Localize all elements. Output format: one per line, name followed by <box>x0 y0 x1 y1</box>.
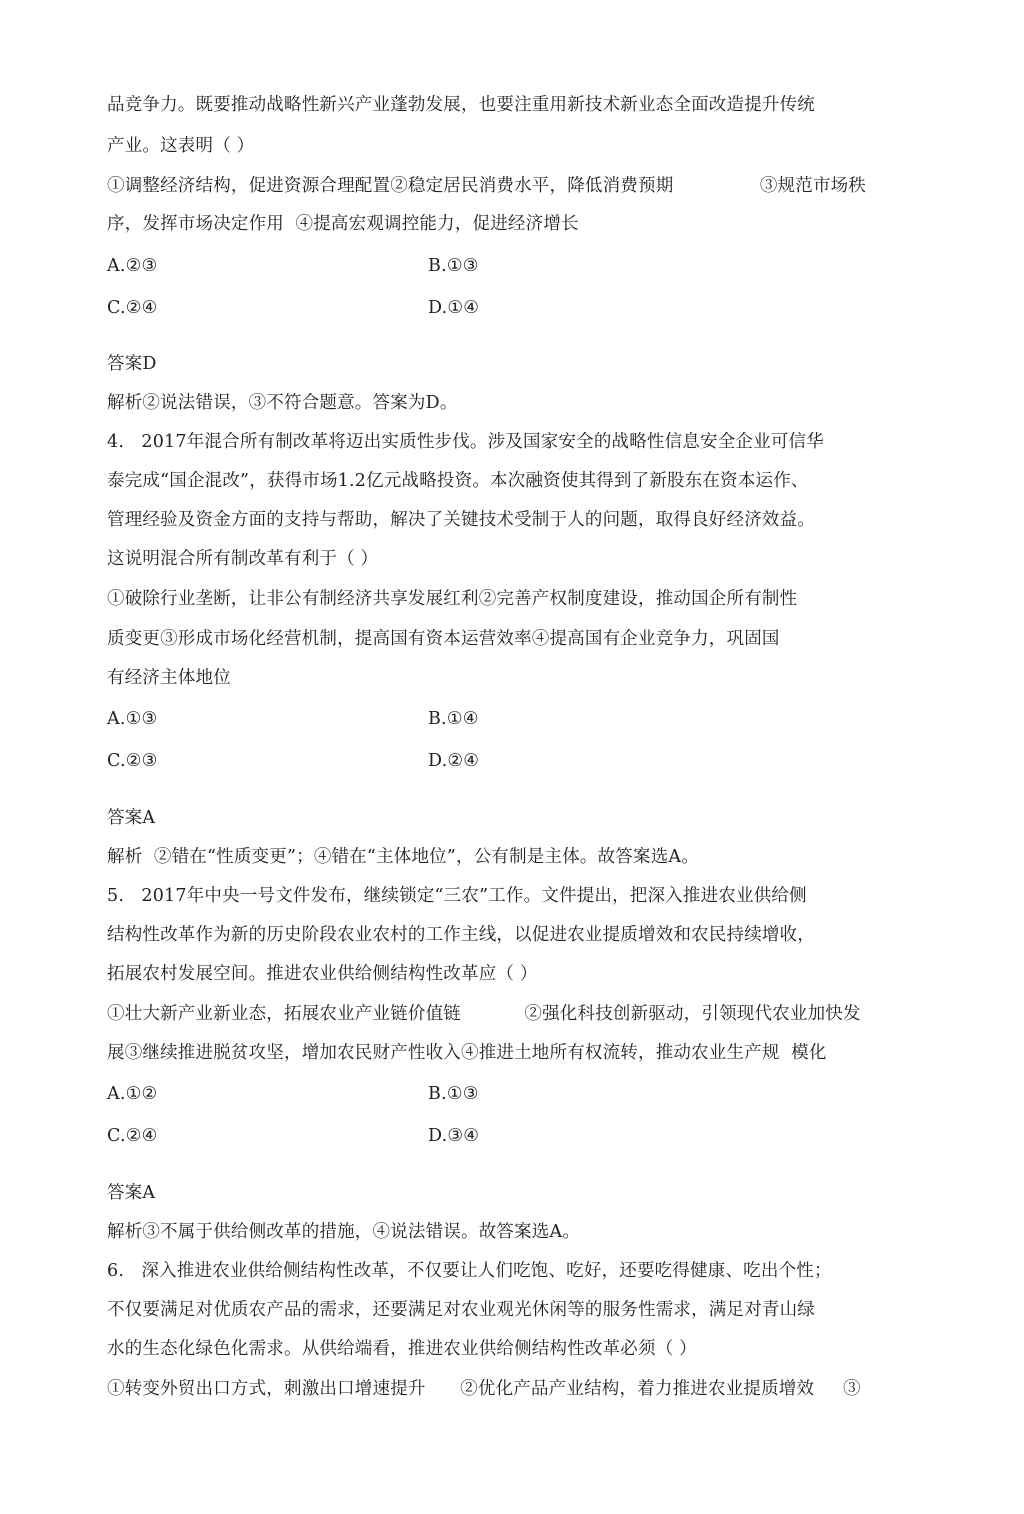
q6-stem-line-1: 6. 深入推进农业供给侧结构性改革，不仅要让人们吃饱、吃好，还要吃得健康、吃出个性； <box>107 1261 832 1281</box>
q4-statements-line-2: 质变更③形成市场化经营机制，提高国有资本运营效率④提高国有企业竞争力，巩固国 <box>107 629 780 649</box>
q4-stem-line-2: 泰完成“国企混改”，获得市场1.2亿元战略投资。本次融资使其得到了新股东在资本运作、 <box>107 471 809 491</box>
q3-option-b: B.①③ <box>428 256 479 276</box>
q5-stem-line-1: 5. 2017年中央一号文件发布，继续锁定“三农”工作。文件提出，把深入推进农业供给侧 <box>107 886 807 906</box>
q4-stem-line-1: 4. 2017年混合所有制改革将迈出实质性步伐。涉及国家安全的战略性信息安全企业可信华 <box>107 432 824 452</box>
q6-stem-line-3: 水的生态化绿色化需求。从供给端看，推进农业供给侧结构性改革必须（ ） <box>107 1339 697 1359</box>
q6-stem-line-2: 不仅要满足对优质农产品的需求，还要满足对农业观光休闲等的服务性需求，满足对青山绿 <box>107 1300 815 1320</box>
q3-option-c: C.②④ <box>107 298 158 318</box>
q5-statements-line-1: ①壮大新产业新业态，拓展农业产业链价值链 ②强化科技创新驱动，引领现代农业加快发 <box>107 1004 861 1024</box>
q3-stem-line-1: 品竞争力。既要推动战略性新兴产业蓬勃发展，也要注重用新技术新业态全面改造提升传统 <box>107 95 815 115</box>
q4-statements-line-3: 有经济主体地位 <box>107 668 231 688</box>
q4-option-b: B.①④ <box>428 709 479 729</box>
q4-option-a: A.①③ <box>107 709 158 729</box>
q4-option-d: D.②④ <box>428 751 480 771</box>
q4-stem-line-3: 管理经验及资金方面的支持与帮助，解决了关键技术受制于人的问题，取得良好经济效益。 <box>107 510 815 530</box>
q3-analysis: 解析②说法错误，③不符合题意。答案为D。 <box>107 393 458 413</box>
q3-option-a: A.②③ <box>107 256 158 276</box>
q5-stem-line-3: 拓展农村发展空间。推进农业供给侧结构性改革应（ ） <box>107 964 538 984</box>
q4-analysis: 解析 ②错在“性质变更”；④错在“主体地位”，公有制是主体。故答案选A。 <box>107 847 699 867</box>
q4-option-c: C.②③ <box>107 751 158 771</box>
q5-option-c: C.②④ <box>107 1126 158 1146</box>
q4-statements-line-1: ①破除行业垄断，让非公有制经济共享发展红利②完善产权制度建设，推动国企所有制性 <box>107 589 798 609</box>
q3-answer: 答案D <box>107 354 157 374</box>
q4-stem-line-4: 这说明混合所有制改革有利于（ ） <box>107 549 379 569</box>
q3-option-d: D.①④ <box>428 298 480 318</box>
q3-statements-line-2: 序，发挥市场决定作用 ④提高宏观调控能力，促进经济增长 <box>107 214 579 234</box>
q5-option-a: A.①② <box>107 1084 158 1104</box>
q5-option-d: D.③④ <box>428 1126 480 1146</box>
q5-statements-line-2: 展③继续推进脱贫攻坚，增加农民财产性收入④推进土地所有权流转，推动农业生产规 模化 <box>107 1043 827 1063</box>
q4-answer: 答案A <box>107 808 156 828</box>
q5-option-b: B.①③ <box>428 1084 479 1104</box>
q6-statements-line-1: ①转变外贸出口方式，刺激出口增速提升 ②优化产品产业结构，着力推进农业提质增效 ③ <box>107 1379 861 1399</box>
q5-analysis: 解析③不属于供给侧改革的措施，④说法错误。故答案选A。 <box>107 1222 581 1242</box>
q5-answer: 答案A <box>107 1183 156 1203</box>
q5-stem-line-2: 结构性改革作为新的历史阶段农业农村的工作主线，以促进农业提质增效和农民持续增收， <box>107 925 815 945</box>
q3-stem-line-2: 产业。这表明（ ） <box>107 136 255 156</box>
q3-statements-line-1: ①调整经济结构，促进资源合理配置②稳定居民消费水平，降低消费预期 ③规范市场秩 <box>107 176 867 196</box>
